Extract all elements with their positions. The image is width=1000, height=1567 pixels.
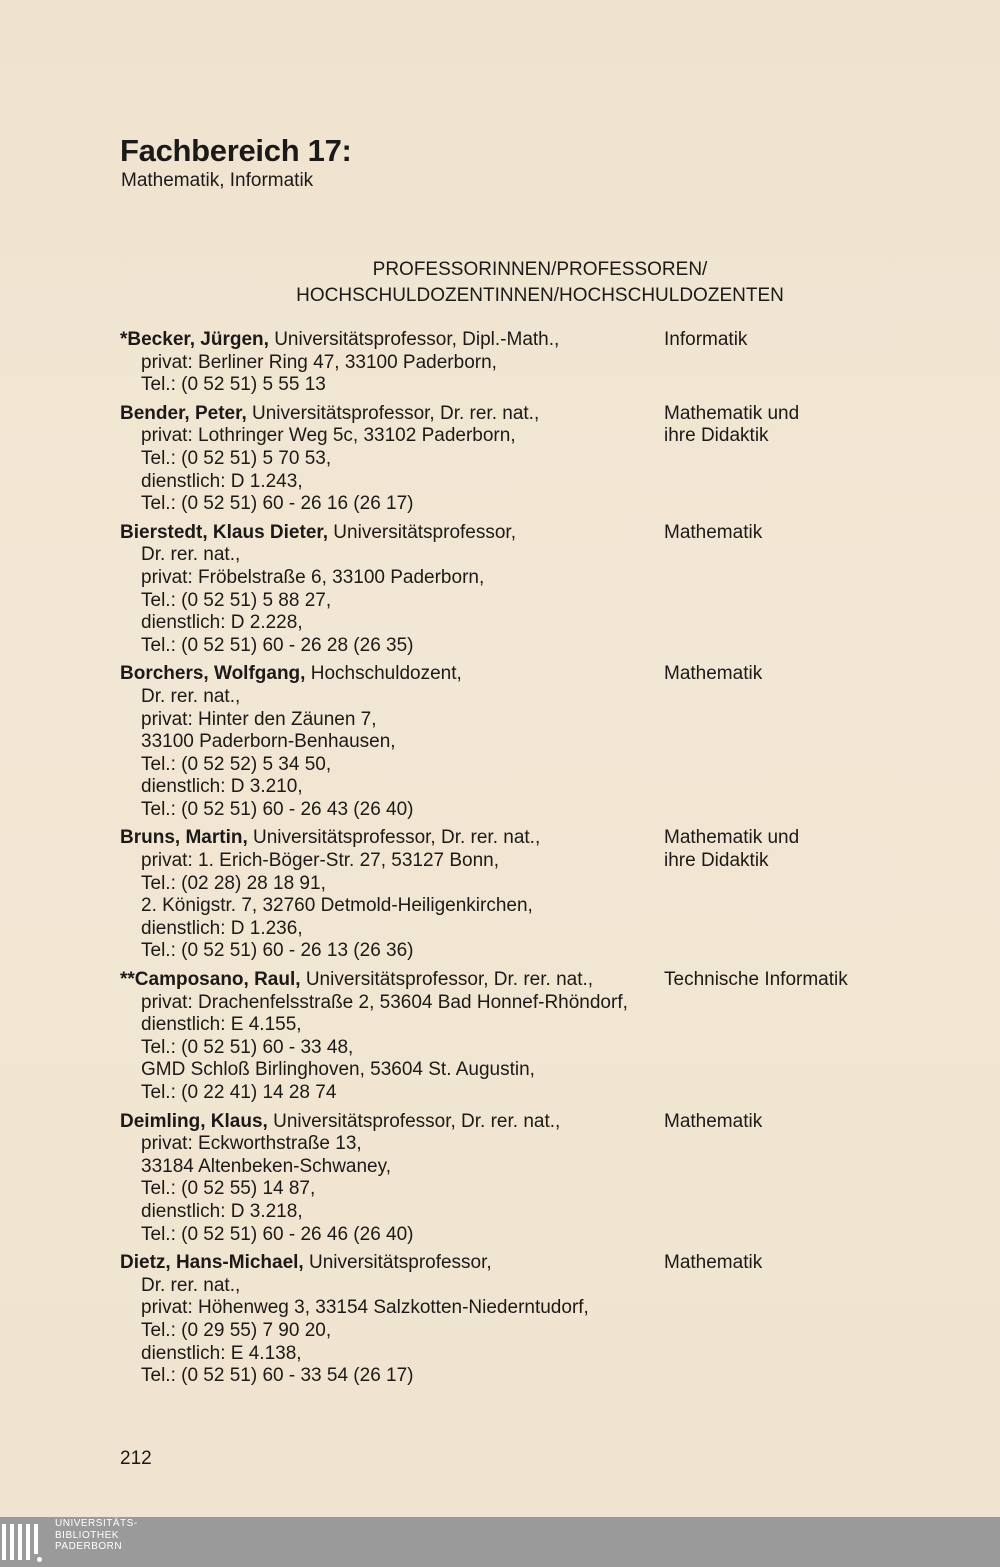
- entry-detail-line: Tel.: (0 52 51) 5 88 27,: [141, 589, 332, 611]
- logo-bar-icon: [26, 1524, 30, 1560]
- entry-position: Hochschuldozent,: [305, 663, 462, 685]
- entry-subject-line: Informatik: [664, 329, 748, 350]
- entry-detail-line: dienstlich: E 4.155,: [141, 1014, 302, 1036]
- entry-first-line: [120, 1252, 900, 1275]
- entry-detail-line: privat: Fröbelstraße 6, 33100 Paderborn,: [141, 566, 485, 588]
- entry-detail-line: Tel.: (0 52 51) 60 - 33 54 (26 17): [141, 1365, 414, 1387]
- entry-detail-line: dienstlich: D 1.236,: [141, 917, 303, 939]
- directory-entry: [120, 522, 900, 658]
- logo-bar-icon: [34, 1524, 38, 1554]
- entry-subject: [664, 969, 848, 992]
- entry-subject: [664, 403, 799, 448]
- entry-detail-line: Tel.: (0 52 51) 5 55 13: [141, 374, 326, 396]
- entry-name: Bruns, Martin,: [120, 827, 248, 849]
- entry-position: Universitätsprofessor, Dr. rer. nat.,: [247, 827, 541, 849]
- entry-detail-line: dienstlich: D 2.228,: [141, 612, 303, 634]
- entry-detail-line: privat: Höhenweg 3, 33154 Salzkotten-Niederntudorf,: [141, 1297, 589, 1319]
- entry-detail-line: Tel.: (0 52 52) 5 34 50,: [141, 753, 332, 775]
- entry-detail-line: Tel.: (0 22 41) 14 28 74: [141, 1082, 337, 1103]
- entry-position: Universitätsprofessor, Dr. rer. nat.,: [246, 402, 540, 424]
- entry-position: Universitätsprofessor,: [328, 521, 516, 543]
- entry-detail-line: 33184 Altenbeken-Schwaney,: [141, 1155, 391, 1177]
- entry-detail-line: privat: Lothringer Weg 5c, 33102 Paderborn,: [141, 425, 516, 447]
- entry-subject: [664, 663, 762, 686]
- entry-detail-line: Tel.: (0 52 51) 60 - 33 48,: [141, 1036, 354, 1058]
- page-subtitle: Mathematik, Informatik: [121, 170, 314, 191]
- entry-detail-line: dienstlich: D 3.218,: [141, 1200, 303, 1222]
- entry-subject: [664, 329, 747, 352]
- directory-entry: [120, 827, 900, 963]
- entry-detail-line: Dr. rer. nat.,: [141, 544, 241, 566]
- entry-detail-line: Tel.: (0 52 51) 60 - 26 16 (26 17): [141, 493, 414, 515]
- library-footer: [0, 1517, 1000, 1567]
- entry-first-line: [120, 663, 900, 686]
- entry-detail-line: Tel.: (0 52 51) 60 - 26 28 (26 35): [141, 634, 414, 656]
- entry-detail-line: Tel.: (0 29 55) 7 90 20,: [141, 1319, 332, 1341]
- entry-detail-line: Dr. rer. nat.,: [141, 1274, 241, 1296]
- entry-detail-line: 33100 Paderborn-Benhausen,: [141, 731, 396, 753]
- directory-entry: [120, 403, 900, 516]
- directory-entry: [120, 1111, 900, 1247]
- entry-subject-line: Mathematik: [664, 663, 763, 685]
- entry-detail-line: Tel.: (0 52 51) 60 - 26 43 (26 40): [141, 798, 414, 820]
- entry-subject-line: Mathematik: [664, 521, 763, 543]
- logo-text-line-3: PADERBORN: [55, 1541, 123, 1552]
- entry-position: Universitätsprofessor,: [303, 1252, 492, 1274]
- entry-detail-line: Tel.: (0 52 51) 60 - 26 13 (26 36): [141, 940, 414, 962]
- entry-name: Bierstedt, Klaus Dieter,: [120, 521, 329, 543]
- entry-subject-line: Mathematik: [664, 1252, 763, 1274]
- entry-detail-line: privat: Eckworthstraße 13,: [141, 1133, 362, 1155]
- entry-detail-line: dienstlich: D 3.210,: [141, 776, 303, 798]
- entry-detail-line: Tel.: (02 28) 28 18 91,: [141, 872, 326, 894]
- directory-entry: [120, 663, 900, 821]
- entry-first-line: [120, 329, 900, 352]
- directory-entry: [120, 1252, 900, 1388]
- entry-position: Universitätsprofessor, Dr. rer. nat.,: [300, 969, 594, 991]
- entry-detail-line: Tel.: (0 52 55) 14 87,: [141, 1178, 316, 1200]
- logo-text-line-1: UNIVERSITÄTS-: [55, 1518, 138, 1529]
- entry-subject-line: ihre Didaktik: [664, 425, 769, 447]
- directory-entry: [120, 969, 900, 1105]
- logo-dot-icon: [37, 1557, 42, 1562]
- library-logo-text: [55, 1518, 138, 1553]
- entry-detail-line: privat: Hinter den Zäunen 7,: [141, 708, 377, 730]
- library-logo: [2, 1524, 42, 1562]
- entry-subject-line: Mathematik und: [664, 402, 800, 424]
- entry-subject: [664, 827, 799, 872]
- directory-entries: [120, 329, 900, 1388]
- logo-bar-icon: [2, 1524, 6, 1560]
- entry-subject-line: ihre Didaktik: [664, 850, 769, 872]
- entry-subject-line: Technische Informatik: [664, 969, 848, 991]
- entry-subject: [664, 522, 762, 545]
- entry-name: Deimling, Klaus,: [120, 1110, 268, 1132]
- directory-entry: [120, 329, 900, 397]
- page-title: Fachbereich 17:: [120, 133, 352, 168]
- page-number: 212: [120, 1448, 152, 1469]
- entry-first-line: [120, 1111, 900, 1134]
- entry-detail-line: dienstlich: D 1.243,: [141, 470, 303, 492]
- entry-name: Borchers, Wolfgang,: [120, 663, 306, 685]
- entry-detail-line: Dr. rer. nat.,: [141, 685, 241, 707]
- entry-detail-line: Tel.: (0 52 51) 60 - 26 46 (26 40): [141, 1223, 414, 1245]
- entry-detail-line: privat: 1. Erich-Böger-Str. 27, 53127 Bonn,: [141, 850, 500, 872]
- section-heading-line-2: HOCHSCHULDOZENTINNEN/HOCHSCHULDOZENTEN: [296, 285, 784, 306]
- entry-detail-line: 2. Königstr. 7, 32760 Detmold-Heiligenkirchen,: [141, 895, 533, 917]
- entry-subject: [664, 1111, 762, 1134]
- logo-bar-icon: [18, 1524, 22, 1560]
- entry-detail-line: privat: Berliner Ring 47, 33100 Paderborn,: [141, 351, 497, 373]
- section-heading: [200, 257, 880, 309]
- logo-text-line-2: BIBLIOTHEK: [55, 1529, 119, 1541]
- entry-name: **Camposano, Raul,: [120, 969, 301, 991]
- entry-detail-line: privat: Drachenfelsstraße 2, 53604 Bad Honnef-Rhöndorf,: [141, 991, 628, 1013]
- entry-subject: [664, 1252, 762, 1275]
- entry-detail-line: Tel.: (0 52 51) 5 70 53,: [141, 447, 332, 469]
- entry-name: Dietz, Hans-Michael,: [120, 1252, 304, 1274]
- entry-detail-line: dienstlich: E 4.138,: [141, 1342, 302, 1364]
- entry-first-line: [120, 522, 900, 545]
- entry-subject-line: Mathematik: [664, 1110, 763, 1132]
- entry-position: Universitätsprofessor, Dipl.-Math.,: [268, 329, 560, 350]
- section-heading-line-1: PROFESSORINNEN/PROFESSOREN/: [372, 259, 708, 280]
- entry-name: Bender, Peter,: [120, 402, 247, 424]
- entry-detail-line: GMD Schloß Birlinghoven, 53604 St. Augustin,: [141, 1059, 535, 1081]
- entry-name: *Becker, Jürgen,: [120, 329, 269, 350]
- logo-bar-icon: [10, 1524, 14, 1560]
- entry-subject-line: Mathematik und: [664, 827, 800, 849]
- entry-position: Universitätsprofessor, Dr. rer. nat.,: [267, 1110, 561, 1132]
